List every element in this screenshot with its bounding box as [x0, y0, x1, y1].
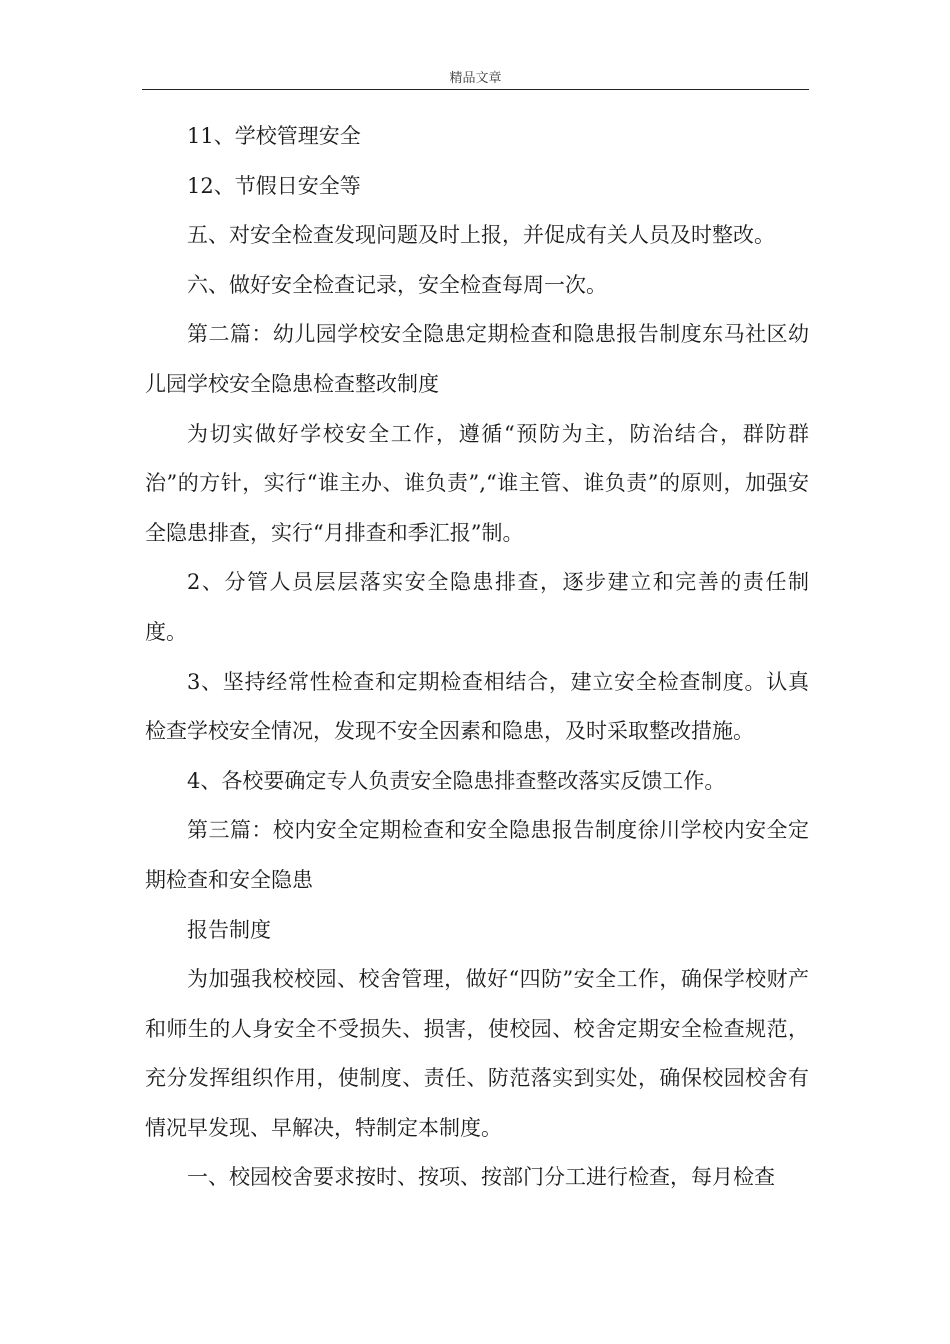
paragraph: 2、分管人员层层落实安全隐患排查，逐步建立和完善的责任制度。 — [145, 570, 809, 644]
paragraph: 3、坚持经常性检查和定期检查相结合，建立安全检查制度。认真检查学校安全情况，发现不安全因素和隐患，及时采取整改措施。 — [145, 669, 809, 744]
paragraph: 第二篇：幼儿园学校安全隐患定期检查和隐患报告制度东马社区幼儿园学校安全隐患检查整改制度 — [145, 322, 809, 396]
paragraph: 一、校园校舍要求按时、按项、按部门分工进行检查，每月检查 — [187, 1165, 775, 1190]
paragraph: 五、对安全检查发现问题及时上报，并促成有关人员及时整改。 — [187, 223, 775, 248]
paragraph: 12、节假日安全等 — [187, 173, 361, 198]
document-body — [145, 112, 809, 1203]
page-header-title: 精品文章 — [449, 71, 502, 86]
paragraph: 4、各校要确定专人负责安全隐患排查整改落实反馈工作。 — [187, 768, 726, 793]
paragraph: 报告制度 — [187, 917, 271, 942]
paragraph: 为加强我校校园、校舍管理，做好“四防”安全工作，确保学校财产和师生的人身安全不受损失、损害，使校园、校舍定期安全检查规范，充分发挥组织作用，使制度、责任、防范落实到实处，确保校园校舍有情况早发现、早解决，特制定本制度。 — [145, 967, 809, 1140]
paragraph: 11、学校管理安全 — [187, 124, 361, 148]
paragraph: 六、做好安全检查记录，安全检查每周一次。 — [187, 272, 607, 297]
header-divider — [142, 89, 809, 90]
paragraph: 第三篇：校内安全定期检查和安全隐患报告制度徐川学校内安全定期检查和安全隐患 — [145, 818, 809, 892]
paragraph: 为切实做好学校安全工作，遵循“预防为主，防治结合，群防群治”的方针，实行“谁主办、谁负责”,“谁主管、谁负责”的原则，加强安全隐患排查，实行“月排查和季汇报”制。 — [145, 421, 809, 545]
